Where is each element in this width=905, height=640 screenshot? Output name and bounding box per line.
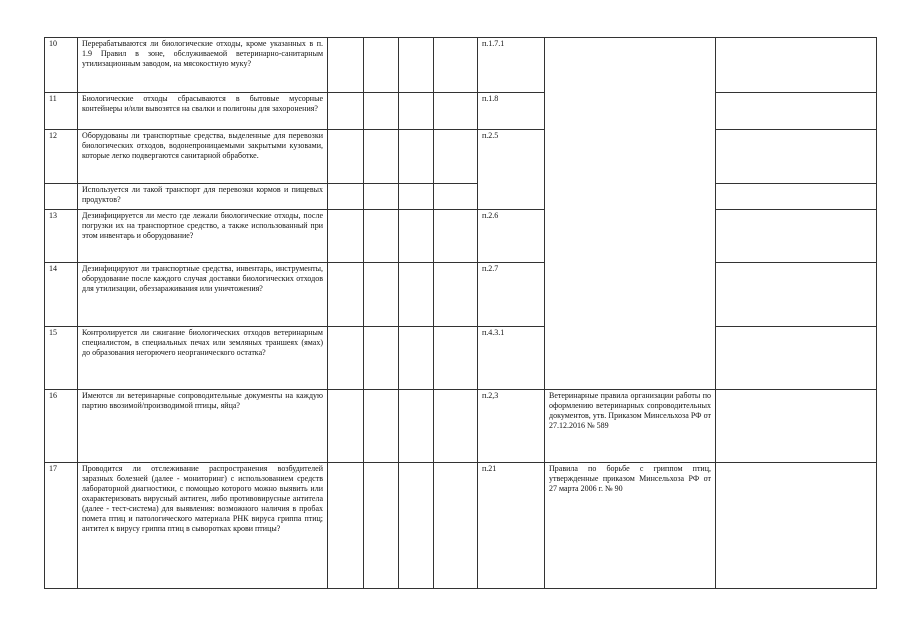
empty-cell: [399, 463, 434, 589]
table-row: [45, 263, 877, 327]
reference-cell: п.1.7.1: [478, 38, 545, 93]
empty-cell: [434, 463, 478, 589]
empty-cell: [716, 130, 877, 184]
empty-cell: [716, 210, 877, 263]
empty-cell: [434, 93, 478, 130]
empty-cell: [328, 184, 364, 210]
row-number: 13: [45, 210, 78, 263]
empty-cell: [434, 130, 478, 184]
empty-cell: [328, 130, 364, 184]
empty-cell: [399, 390, 434, 463]
reference-cell: п.4.3.1: [478, 327, 545, 390]
empty-cell: [434, 38, 478, 93]
empty-cell: [364, 38, 399, 93]
empty-cell: [716, 390, 877, 463]
checklist-table: [44, 37, 877, 589]
empty-cell: [716, 184, 877, 210]
empty-cell: [364, 463, 399, 589]
empty-cell: [399, 263, 434, 327]
legal-act-cell: Ветеринарные правила организации работы по оформлению ветеринарных сопроводительных документов, утв. Приказом Минсельхоза РФ от 27.12.2016 № 589: [545, 390, 716, 463]
empty-cell: [434, 390, 478, 463]
table-row: [45, 390, 877, 463]
row-number: 15: [45, 327, 78, 390]
empty-cell: [328, 463, 364, 589]
question-cell: Имеются ли ветеринарные сопроводительные документы на каждую партию ввозимой/производимой птицы, яйца?: [78, 390, 328, 463]
empty-cell: [399, 130, 434, 184]
empty-cell: [716, 38, 877, 93]
empty-cell: [364, 390, 399, 463]
question-cell: Проводится ли отслеживание распространения возбудителей заразных болезней (далее - мониторинг) с использованием средств лабораторной диагностики, с помощью которого можно выявить или охарактеризовать вирусный антиген, либо противовирусные антитела (далее - тест-система) для выявления: возможного наличия в пробах помета птиц и патологического материала РНК вируса гриппа птиц; антител к вирусу гриппа птиц в сыворотках крови птицы?: [78, 463, 328, 589]
reference-cell: п.21: [478, 463, 545, 589]
legal-act-cell: Правила по борьбе с гриппом птиц, утвержденные приказом Минсельхоза РФ от 27 марта 2006 г. № 90: [545, 463, 716, 589]
question-cell: Используется ли такой транспорт для перевозки кормов и пищевых продуктов?: [78, 184, 328, 210]
reference-cell: п.1.8: [478, 93, 545, 130]
table-row: [45, 184, 877, 210]
empty-cell: [399, 184, 434, 210]
legal-act-cell: [545, 38, 716, 390]
question-cell: Перерабатываются ли биологические отходы, кроме указанных в п. 1.9 Правил в зоне, обслуживаемой ветеринарно-санитарным утилизационным заводом, на мясокостную муку?: [78, 38, 328, 93]
empty-cell: [399, 327, 434, 390]
row-number: 16: [45, 390, 78, 463]
empty-cell: [716, 93, 877, 130]
table-row: [45, 463, 877, 589]
empty-cell: [364, 93, 399, 130]
empty-cell: [328, 38, 364, 93]
reference-cell: п.2.5: [478, 130, 545, 210]
table-row: [45, 327, 877, 390]
empty-cell: [328, 390, 364, 463]
question-cell: Дезинфицируют ли транспортные средства, инвентарь, инструменты, оборудование после каждого случая доставки биологических отходов для утилизации, обеззараживания или уничтожения?: [78, 263, 328, 327]
empty-cell: [434, 263, 478, 327]
empty-cell: [364, 130, 399, 184]
empty-cell: [364, 327, 399, 390]
question-cell: Контролируется ли сжигание биологических отходов ветеринарным специалистом, в специальных печах или земляных траншеях (ямах) до образования негорючего неорганического остатка?: [78, 327, 328, 390]
empty-cell: [716, 327, 877, 390]
empty-cell: [364, 210, 399, 263]
empty-cell: [364, 263, 399, 327]
empty-cell: [328, 263, 364, 327]
empty-cell: [399, 210, 434, 263]
empty-cell: [716, 263, 877, 327]
question-cell: Дезинфицируется ли место где лежали биологические отходы, после погрузки их на транспортное средство, а также использованный при этом инвентарь и оборудование?: [78, 210, 328, 263]
empty-cell: [328, 93, 364, 130]
row-number: 17: [45, 463, 78, 589]
row-number: 10: [45, 38, 78, 93]
question-cell: Биологические отходы сбрасываются в бытовые мусорные контейнеры и/или вывозятся на свалки и полигоны для захоронения?: [78, 93, 328, 130]
table-row: [45, 130, 877, 184]
empty-cell: [399, 93, 434, 130]
empty-cell: [716, 463, 877, 589]
empty-cell: [434, 327, 478, 390]
row-number: 12: [45, 130, 78, 184]
table-row: [45, 38, 877, 93]
empty-cell: [434, 184, 478, 210]
empty-cell: [434, 210, 478, 263]
reference-cell: п.2,3: [478, 390, 545, 463]
table-row: [45, 210, 877, 263]
empty-cell: [364, 184, 399, 210]
question-cell: Оборудованы ли транспортные средства, выделенные для перевозки биологических отходов, водонепроницаемыми закрытыми кузовами, которые легко подвергаются санитарной обработке.: [78, 130, 328, 184]
row-number: [45, 184, 78, 210]
table-row: [45, 93, 877, 130]
empty-cell: [328, 210, 364, 263]
row-number: 14: [45, 263, 78, 327]
row-number: 11: [45, 93, 78, 130]
reference-cell: п.2.7: [478, 263, 545, 327]
empty-cell: [399, 38, 434, 93]
reference-cell: п.2.6: [478, 210, 545, 263]
empty-cell: [328, 327, 364, 390]
